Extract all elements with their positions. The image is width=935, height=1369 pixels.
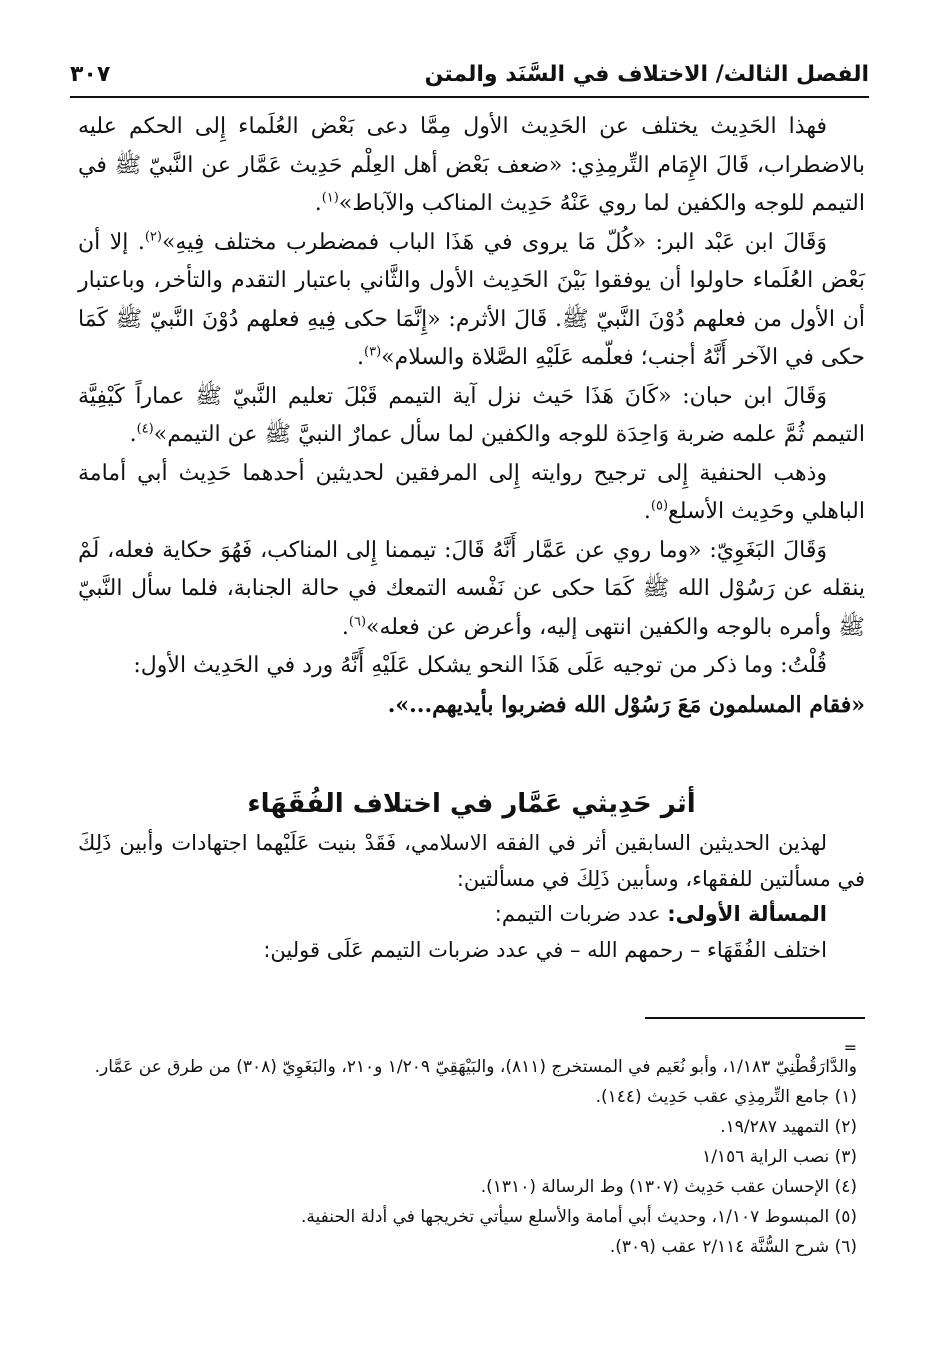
- paragraph: [78, 224, 865, 378]
- paragraph-end: .: [357, 345, 364, 370]
- footnote-ref: (٦): [348, 614, 367, 630]
- paragraph: [78, 378, 865, 455]
- paragraph-text: . إلا أن بَعْض العُلَماء حاولوا أن يوفقوا بَيْنَ الحَدِيث الأول والثَّاني باعتبار التقدم والتأخر، وباعتبار أن الأول من فعلهم دُوْنَ النَّبيّ ﷺ. قَالَ الأثرم: «إِنَّمَا حكى فِيهِ فعلهم دُوْنَ النَّبيّ ﷺ كَمَا حكى في الآخر أَنَّهُ أجنب؛ فعلّمه عَلَيْهِ الصَّلاة والسلام»: [78, 229, 865, 370]
- hadith-quote: «فقام المسلمون مَعَ رَسُوْل الله فضربوا بأيديهم...».: [387, 691, 865, 718]
- header-divider: [70, 96, 869, 98]
- issue-detail: اختلف الفُقَهَاء – رحمهم الله – في عدد ضربات التيمم عَلَى قولين:: [263, 937, 827, 962]
- issue-line: [78, 897, 865, 933]
- footnote-divider: [645, 1017, 865, 1019]
- chapter-title: الفصل الثالث/ الاختلاف في السَّنَد والمتن: [424, 61, 869, 87]
- paragraph: [78, 108, 865, 224]
- main-text: [78, 108, 865, 724]
- issue-text: عدد ضربات التيمم:: [494, 902, 668, 926]
- footnote-ref: (٤): [136, 421, 154, 437]
- footnote-item: (٤) الإحسان عقب حَدِيث (١٣٠٧) وط الرسالة (١٣١٠).: [480, 1177, 857, 1197]
- footnote-ref: (٥): [650, 498, 669, 514]
- footnote-item: (١) جامع التِّرمِذِي عقب حَدِيث (١٤٤).: [595, 1087, 857, 1107]
- footnote-item: (٥) المبسوط ١/١٠٧، وحديث أبي أمامة والأسلع سيأتي تخريجها في أدلة الحنفية.: [300, 1207, 857, 1227]
- paragraph-text: قُلْتُ: وما ذكر من توجيه عَلَى هَذَا النحو يشكل عَلَيْهِ أَنَّهُ ورد في الحَدِيث الأول:: [133, 653, 827, 678]
- issue-label: المسألة الأولى:: [667, 902, 827, 926]
- footnote-item: (٦) شرح السُّنَّة ٢/١١٤ عقب (٣٠٩).: [609, 1237, 857, 1257]
- paragraph-text: فهذا الحَدِيث يختلف عن الحَدِيث الأول مِمَّا دعى بَعْض العُلَماء إِلى الحكم عليه بالاضطراب، قَالَ الإِمَام التِّرمِذِي: «ضعف بَعْض أهل العِلْم حَدِيث عَمَّار عن النَّبيّ ﷺ في التيمم للوجه والكفين لما روي عَنْهُ حَدِيث المناكب والآباط»: [78, 114, 865, 216]
- paragraph: [78, 647, 865, 686]
- paragraph-text: وذهب الحنفية إِلى ترجيح روايته إِلى المرفقين لحديثين أحدهما حَدِيث أبي أمامة الباهلي وحَدِيث الأسلع: [78, 460, 865, 524]
- paragraph-end: .: [643, 499, 651, 524]
- paragraph: [78, 455, 865, 532]
- footnote-item: (٢) التمهيد ١٩/٢٨٧.: [720, 1117, 857, 1137]
- paragraph-end: .: [314, 191, 322, 216]
- footnote-ref: (٣): [364, 344, 382, 360]
- section-intro: لهذين الحديثين السابقين أثر في الفقه الاسلامي، فَقَدْ بنيت عَلَيْهما اجتهادات وأبين ذَلِكَ في مسألتين للفقهاء، وسأبين ذَلِكَ في مسألتين:: [78, 831, 865, 891]
- paragraph-end: .: [129, 422, 137, 447]
- footnote-ref: (١): [321, 190, 339, 206]
- footnote-item: (٣) نصب الراية ١/١٥٦: [702, 1147, 857, 1167]
- footnote-continue-mark: =: [843, 1038, 857, 1057]
- running-header: [70, 54, 869, 94]
- footnote-continuation: والدَّارَقُطْنِيّ ١/١٨٣، وأبو نُعَيم في المستخرج (٨١١)، والبَيْهَقِيّ ١/٢٠٩ و٢١٠، والبَغَوِيّ (٣٠٨) من طرق عن عَمَّار.: [94, 1057, 857, 1077]
- section-body: [78, 826, 865, 968]
- paragraph-text: وَقَالَ البَغَوِيّ: «وما روي عن عَمَّار أَنَّهُ قَالَ: تيممنا إِلى المناكب، فَهُوَ حكاية فعله، لَمْ ينقله عن رَسُوْل الله ﷺ كَمَا حكى عن نَفْسه التمعك في حالة الجنابة، فلما سأل النَّبيّ ﷺ وأمره بالوجه والكفين انتهى إليه، وأعرض عن فعله»: [78, 537, 865, 640]
- footnote-ref: (٢): [144, 229, 162, 245]
- footnotes: [80, 1052, 857, 1262]
- paragraph-text: وَقَالَ ابن حبان: «كَانَ هَذَا حَيث نزل آية التيمم قَبْلَ تعليم النَّبيّ ﷺ عماراً كَيْفِيَّة التيمم ثُمَّ علمه ضربة وَاحِدَة للوجه والكفين لما سأل عمارٌ النبيَّ ﷺ عن التيمم»: [78, 383, 865, 447]
- paragraph: [78, 532, 865, 648]
- paragraph-end: .: [341, 614, 349, 640]
- section-heading: أثر حَدِيثي عَمَّار في اختلاف الفُقَهَاء: [247, 789, 696, 819]
- page-number: ٣٠٧: [70, 61, 111, 87]
- paragraph-text: وَقَالَ ابن عَبْد البر: «كُلّ مَا يروى في هَذَا الباب فمضطرب مختلف فِيهِ»: [161, 229, 827, 255]
